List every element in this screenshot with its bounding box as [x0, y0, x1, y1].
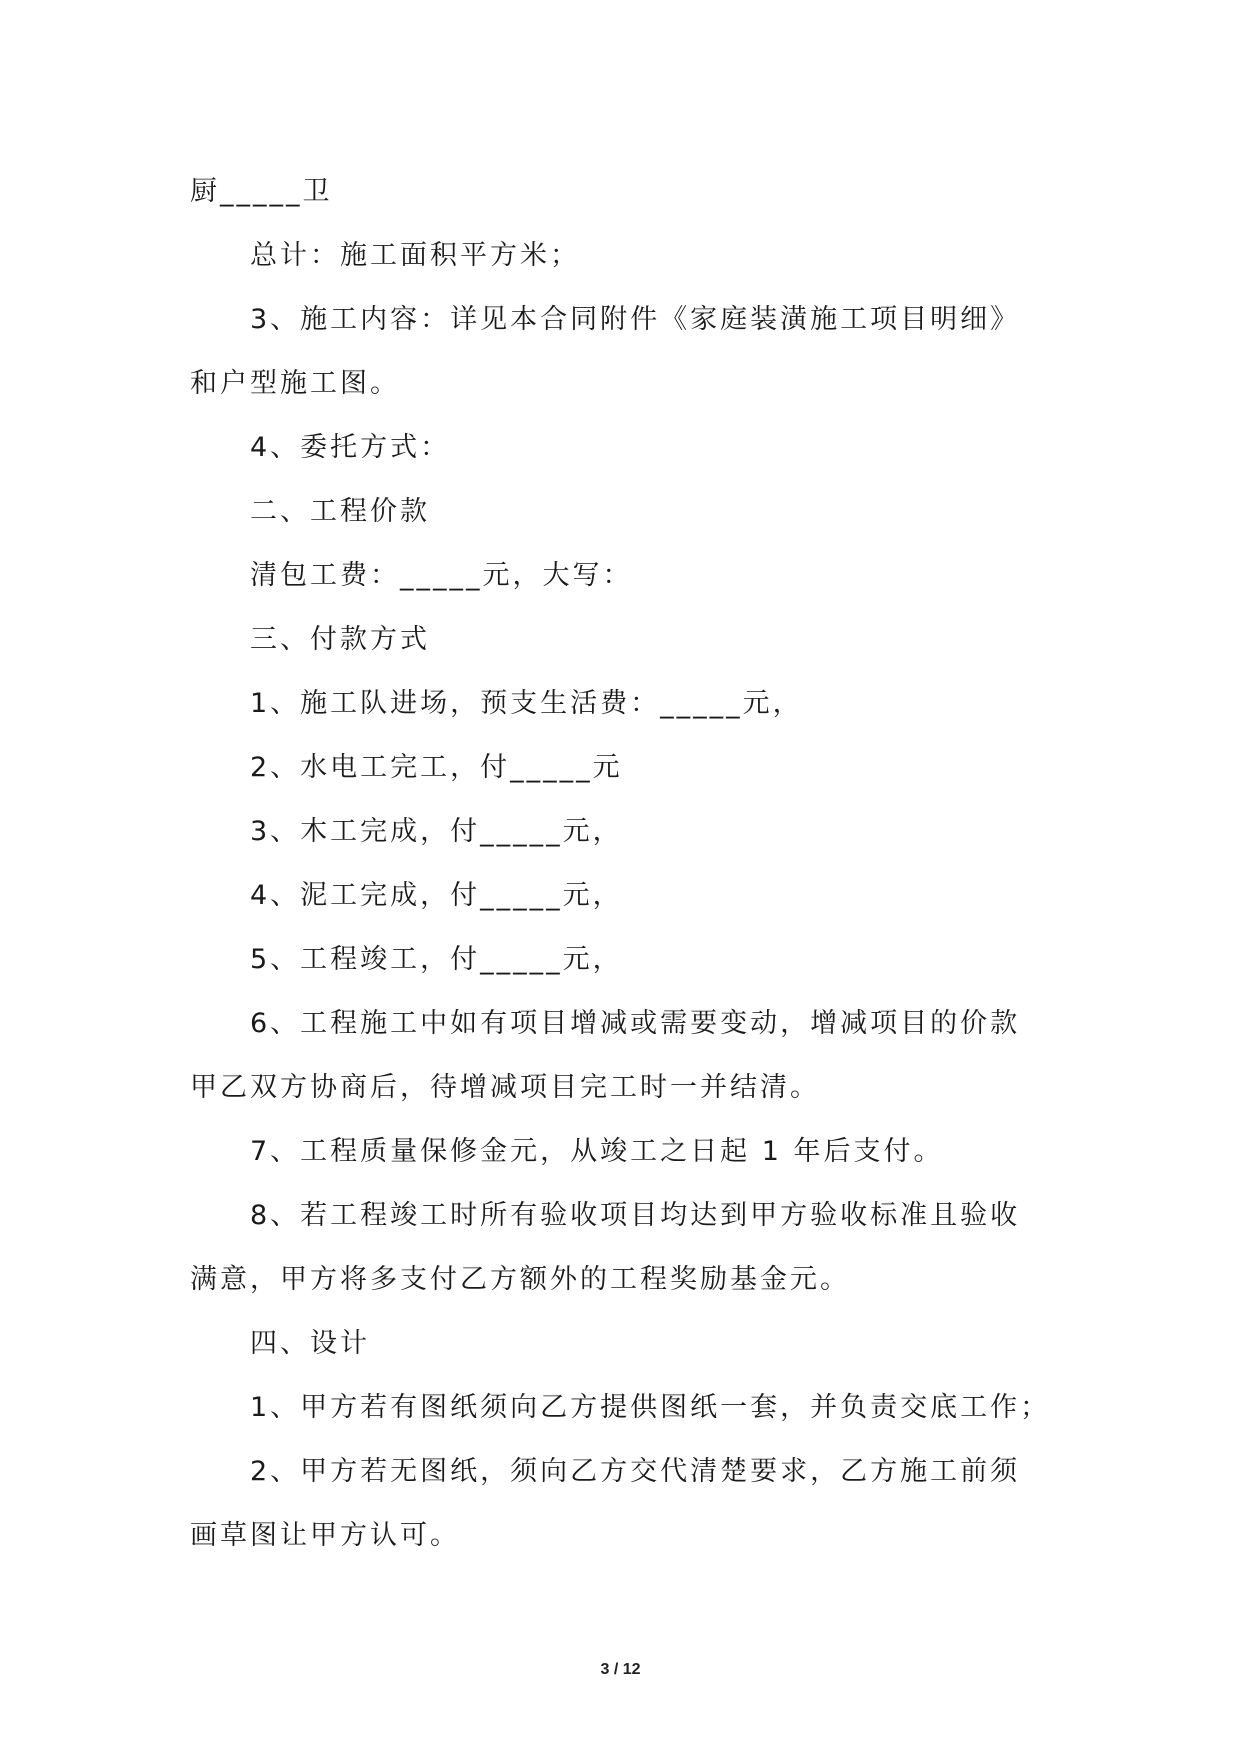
paragraph-line: 满意，甲方将多支付乙方额外的工程奖励基金元。: [190, 1264, 850, 1295]
paragraph-line: 总计：施工面积平方米；: [250, 240, 580, 271]
paragraph-line: 2、甲方若无图纸，须向乙方交代清楚要求，乙方施工前须: [250, 1456, 1021, 1487]
paragraph-line: 厨_____卫: [190, 176, 333, 207]
document-body: [190, 160, 1050, 1568]
paragraph-line: 7、工程质量保修金元，从竣工之日起 1 年后支付。: [250, 1136, 944, 1167]
paragraph-line: 5、工程竣工，付_____元，: [250, 944, 623, 975]
paragraph-line: 4、泥工完成，付_____元，: [250, 880, 623, 911]
section-heading: 四、设计: [250, 1328, 370, 1359]
paragraph-line: 4、委托方式：: [250, 432, 451, 463]
paragraph-line: 1、甲方若有图纸须向乙方提供图纸一套，并负责交底工作；: [250, 1392, 1050, 1423]
paragraph-line: 6、工程施工中如有项目增减或需要变动，增减项目的价款: [250, 1008, 1021, 1039]
paragraph-line: 清包工费：_____元，大写：: [250, 560, 633, 591]
section-heading: 三、付款方式: [250, 624, 430, 655]
section-heading: 二、工程价款: [250, 496, 430, 527]
paragraph-line: 3、木工完成，付_____元，: [250, 816, 623, 847]
paragraph-line: 1、施工队进场，预支生活费：_____元，: [250, 688, 803, 719]
paragraph-line: 画草图让甲方认可。: [190, 1520, 460, 1551]
paragraph-line: 3、施工内容：详见本合同附件《家庭装潢施工项目明细》: [250, 304, 1021, 335]
paragraph-line: 甲乙双方协商后，待增减项目完工时一并结清。: [190, 1072, 820, 1103]
paragraph-line: 2、水电工完工，付_____元: [250, 752, 623, 783]
page-number: 3 / 12: [600, 1661, 641, 1678]
paragraph-line: 和户型施工图。: [190, 368, 400, 399]
paragraph-line: 8、若工程竣工时所有验收项目均达到甲方验收标准且验收: [250, 1200, 1021, 1231]
